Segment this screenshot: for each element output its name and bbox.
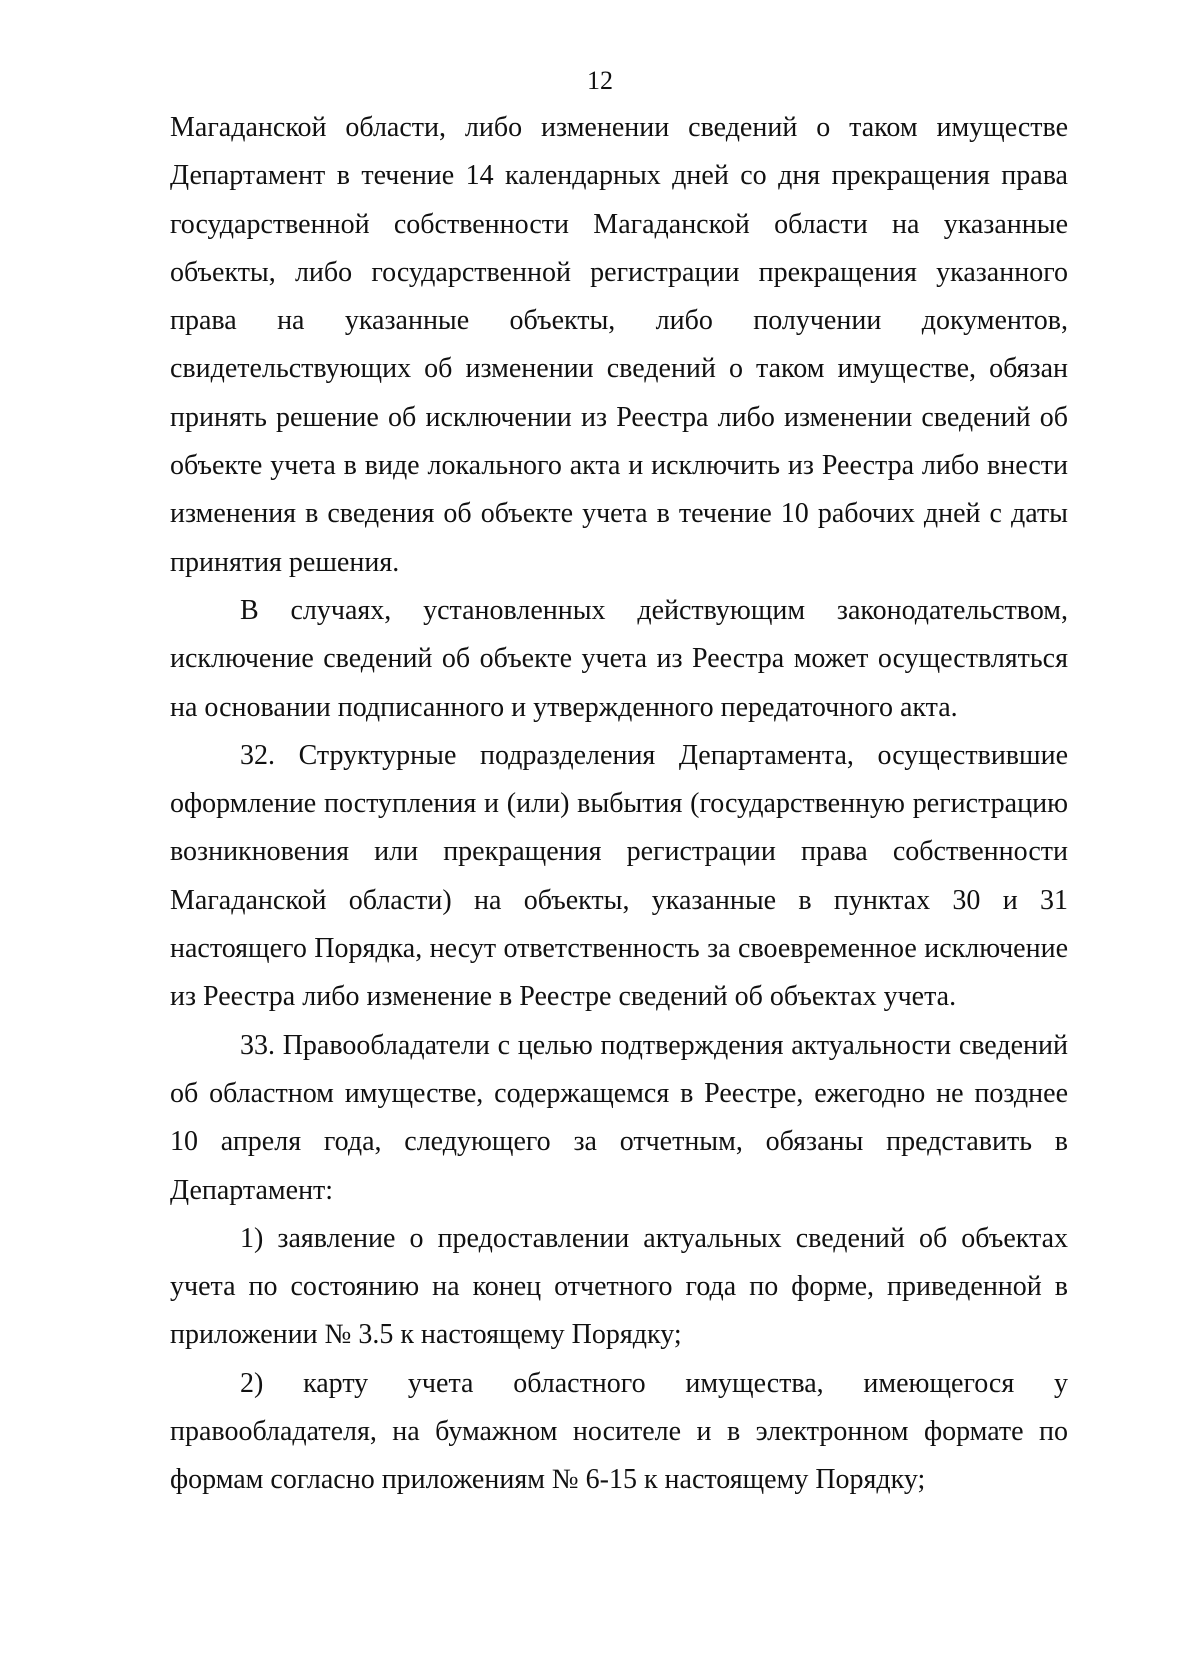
list-item-1: 1) заявление о предоставлении актуальных сведений об объектах учета по состоянию на конец отчетного года по форме, приведенной в приложении № 3.5 к настоящему Порядку; — [170, 1222, 1068, 1351]
list-item-2: 2) карту учета областного имущества, имеющегося у правообладателя, на бумажном носителе и в электронном формате по формам согласно приложениям № 6-15 к настоящему Порядку; — [170, 1367, 1068, 1496]
paragraph-item-32: 32. Структурные подразделения Департамента, осуществившие оформление поступления и (или) выбытия (государственную регистрацию возникновения или прекращения регистрации права собственности Магаданской области) на объекты, указанные в пунктах 30 и 31 настоящего Порядка, несут ответственность за своевременное исключение из Реестра либо изменение в Реестре сведений об объектах учета. — [170, 739, 1068, 1013]
page-number: 12 — [587, 66, 613, 95]
paragraph-continuation: Магаданской области, либо изменении сведений о таком имуществе Департамент в течение 14 календарных дней со дня прекращения права государственной собственности Магаданской области на указанные объекты, либо государственной регистрации прекращения указанного права на указанные объекты, либо получении документов, свидетельствующих об изменении сведений о таком имуществе, обязан принять решение об исключении из Реестра либо изменении сведений об объекте учета в виде локального акта и исключить из Реестра либо внести изменения в сведения об объекте учета в течение 10 рабочих дней с даты принятия решения. — [170, 112, 1068, 578]
document-body — [170, 104, 1068, 1505]
paragraph-item-33: 33. Правообладатели с целью подтверждения актуальности сведений об областном имуществе, содержащемся в Реестре, ежегодно не позднее 10 апреля года, следующего за отчетным, обязаны представить в Департамент: — [170, 1029, 1068, 1206]
paragraph-transfer-act: В случаях, установленных действующим законодательством, исключение сведений об объекте учета из Реестра может осуществляться на основании подписанного и утвержденного передаточного акта. — [170, 594, 1068, 723]
